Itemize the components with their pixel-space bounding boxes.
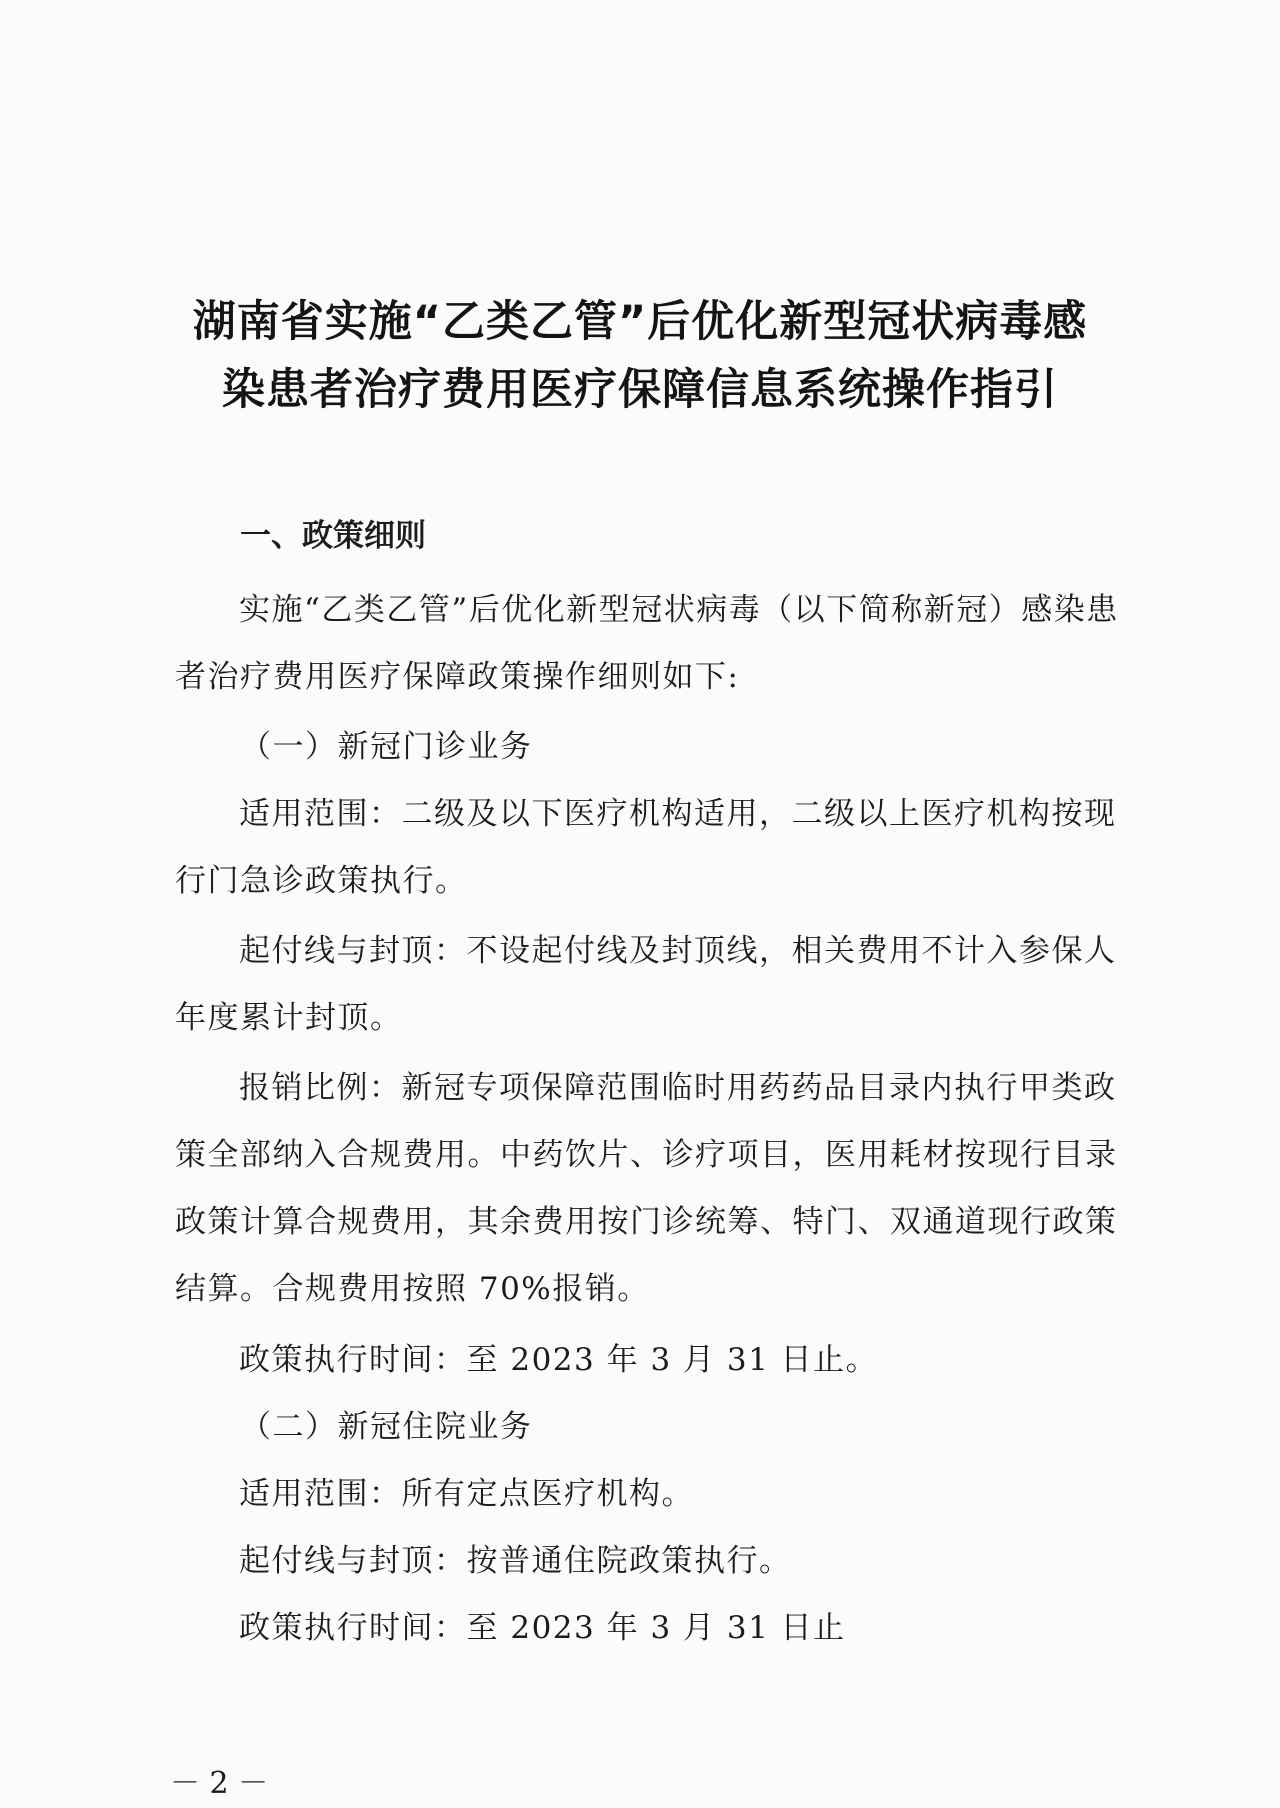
inpatient-threshold: 起付线与封顶：按普通住院政策执行。 — [239, 1543, 792, 1579]
outpatient-threshold: 起付线与封顶：不设起付线及封顶线，相关费用不计入参保人年度累计封顶。 — [175, 933, 1117, 1036]
outpatient-heading: （一）新冠门诊业务 — [240, 729, 533, 765]
outpatient-scope: 适用范围：二级及以下医疗机构适用，二级以上医疗机构按现行门急诊政策执行。 — [175, 796, 1117, 899]
page-number: － 2 － — [170, 1766, 269, 1801]
outpatient-period: 政策执行时间：至 2023 年 3 月 31 日止。 — [239, 1342, 879, 1378]
inpatient-period: 政策执行时间：至 2023 年 3 月 31 日止 — [239, 1610, 846, 1646]
title-line-2: 染患者治疗费用医疗保障信息系统操作指引 — [222, 365, 1058, 415]
outpatient-ratio: 报销比例：新冠专项保障范围临时用药药品目录内执行甲类政策全部纳入合规费用。中药饮片、诊疗项目，医用耗材按现行目录政策计算合规费用，其余费用按门诊统筹、特门、双通道现行政策结算。合规费用按照 70%报销。 — [175, 1070, 1118, 1307]
section-heading: 一、政策细则 — [240, 518, 426, 554]
inpatient-heading: （二）新冠住院业务 — [240, 1409, 533, 1445]
intro-paragraph: 实施“乙类乙管”后优化新型冠状病毒（以下简称新冠）感染患者治疗费用医疗保障政策操作细则如下: — [175, 592, 1119, 695]
title-line-1: 湖南省实施“乙类乙管”后优化新型冠状病毒感 — [192, 297, 1088, 347]
document-title — [150, 288, 1130, 424]
inpatient-scope: 适用范围：所有定点医疗机构。 — [239, 1476, 694, 1512]
